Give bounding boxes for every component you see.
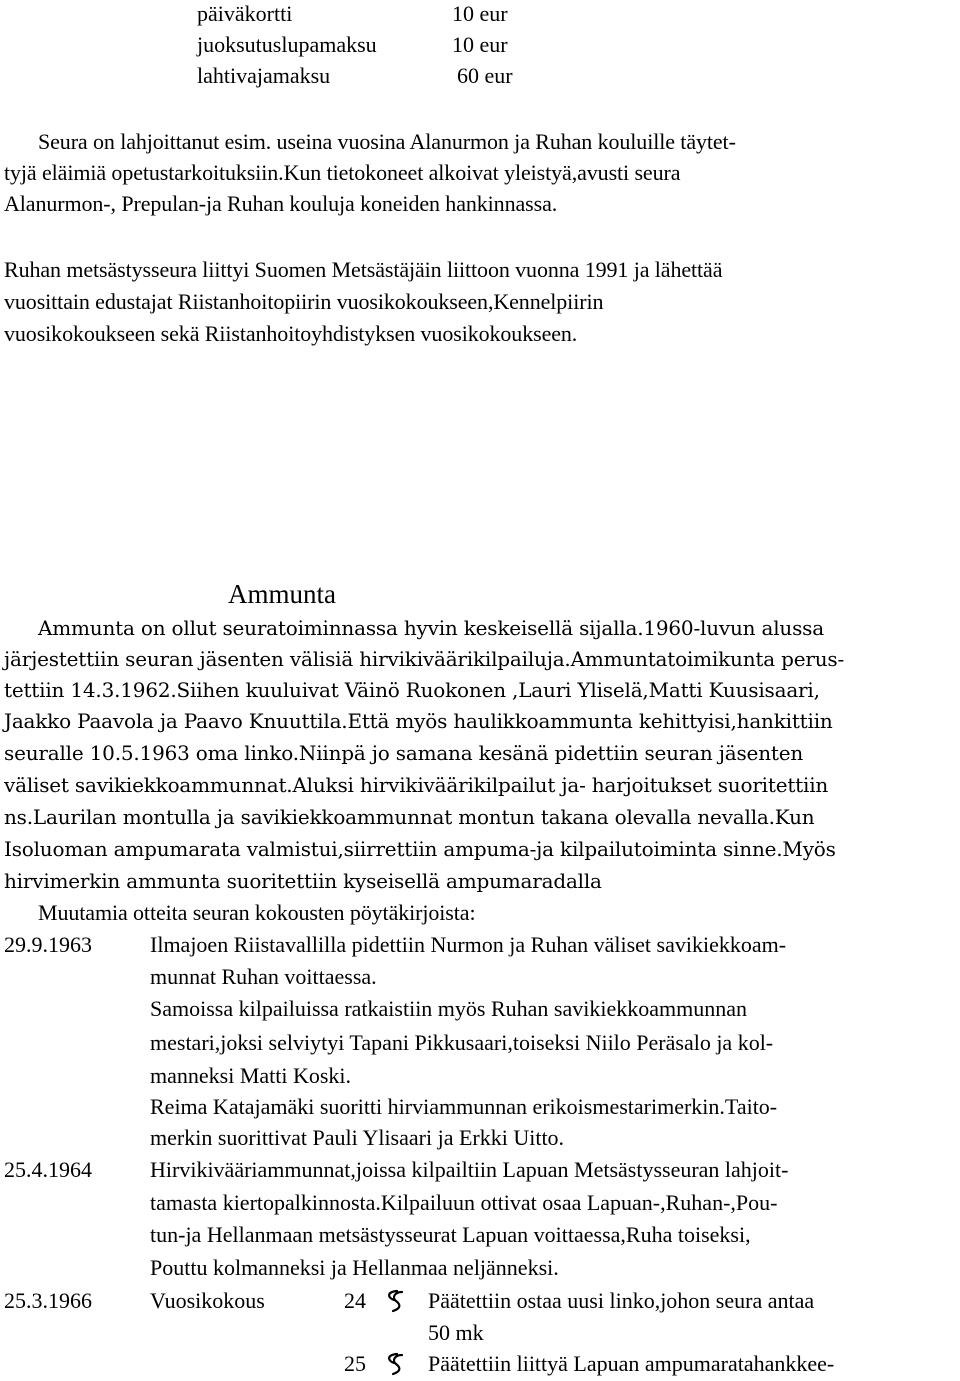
text-line: tyjä eläimiä opetustarkoituksiin.Kun tietokoneet alkoivat yleistyä,avusti seura (4, 160, 681, 185)
text-line: Ruhan metsästysseura liittyi Suomen Metsästäjäin liittoon vuonna 1991 ja lähettää (4, 257, 723, 282)
section-number: 24 (344, 1288, 366, 1313)
entry-date: 25.3.1966 (4, 1288, 92, 1313)
entry-line: Reima Katajamäki suoritti hirviammunnan erikoismestarimerkin.Taito- (150, 1094, 778, 1119)
section-mark-icon (380, 1351, 410, 1377)
text-line: vuosikokoukseen sekä Riistanhoitoyhdistyksen vuosikokoukseen. (4, 321, 578, 346)
text-line: vuosittain edustajat Riistanhoitopiirin vuosikokoukseen,Kennelpiirin (4, 289, 604, 314)
text-line: järjestettiin seuran jäsenten välisiä hirvikiväärikilpailuja.Ammuntatoimikunta perus- (4, 647, 845, 671)
entry-line: Päätettiin ostaa uusi linko,johon seura antaa (428, 1288, 815, 1313)
entry-date: 25.4.1964 (4, 1157, 92, 1182)
section-number: 25 (344, 1351, 366, 1376)
entry-date: 29.9.1963 (4, 932, 92, 957)
fee-name: päiväkortti (197, 1, 293, 26)
text-line: ns.Laurilan montulla ja savikiekkoammunnat montun takana olevalla nevalla.Kun (4, 805, 815, 829)
fee-amount: 10 eur (452, 32, 508, 57)
entry-line: tamasta kiertopalkinnosta.Kilpailuun ottivat osaa Lapuan-,Ruhan-,Pou- (150, 1190, 778, 1215)
entry-line: Hirvikivääriammunnat,joissa kilpailtiin Lapuan Metsästysseuran lahjoit- (150, 1157, 789, 1182)
entry-line: 50 mk (428, 1320, 484, 1345)
entry-line: manneksi Matti Koski. (150, 1063, 352, 1088)
fee-amount: 60 eur (457, 63, 513, 88)
text-line: hirvimerkin ammunta suoritettiin kyseisellä ampumaradalla (4, 869, 602, 893)
section-mark-icon (380, 1288, 410, 1314)
entry-line: tun-ja Hellanmaan metsästysseurat Lapuan voittaessa,Ruha toiseksi, (150, 1222, 751, 1247)
text-line: tettiin 14.3.1962.Siihen kuuluivat Väinö Ruokonen ,Lauri Yliselä,Matti Kuusisaari, (4, 678, 820, 702)
entry-line: Päätettiin liittyä Lapuan ampumaratahankkee- (428, 1351, 835, 1376)
fee-name: juoksutuslupamaksu (197, 32, 377, 57)
text-line: Alanurmon-, Prepulan-ja Ruhan kouluja koneiden hankinnassa. (4, 191, 558, 216)
text-line: Seura on lahjoittanut esim. useina vuosina Alanurmon ja Ruhan kouluille täytet- (38, 129, 736, 154)
entry-line: munnat Ruhan voittaessa. (150, 964, 377, 989)
text-line: väliset savikiekkoammunnat.Aluksi hirvikiväärikilpailut ja- harjoitukset suoritettiin (4, 773, 829, 797)
meeting-type: Vuosikokous (150, 1288, 265, 1313)
entry-line: merkin suorittivat Pauli Ylisaari ja Erkki Uitto. (150, 1125, 565, 1150)
entry-line: Pouttu kolmanneksi ja Hellanmaa neljänneksi. (150, 1255, 559, 1280)
fee-amount: 10 eur (452, 1, 508, 26)
section-heading: Ammunta (228, 579, 336, 609)
text-line: Jaakko Paavola ja Paavo Knuuttila.Että myös haulikkoammunta kehittyisi,hankittiin (4, 709, 833, 733)
text-line: Ammunta on ollut seuratoiminnassa hyvin keskeisellä sijalla.1960-luvun alussa (38, 616, 824, 640)
entry-line: Ilmajoen Riistavallilla pidettiin Nurmon ja Ruhan väliset savikiekkoam- (150, 932, 787, 957)
fee-name: lahtivajamaksu (197, 63, 331, 88)
text-line: seuralle 10.5.1963 oma linko.Niinpä jo samana kesänä pidettiin seuran jäsenten (4, 741, 804, 765)
excerpts-heading: Muutamia otteita seuran kokousten pöytäkirjoista: (38, 900, 476, 925)
entry-line: Samoissa kilpailuissa ratkaistiin myös Ruhan savikiekkoammunnan (150, 996, 747, 1021)
entry-line: mestari,joksi selviytyi Tapani Pikkusaari,toiseksi Niilo Peräsalo ja kol- (150, 1030, 774, 1055)
text-line: Isoluoman ampumarata valmistui,siirrettiin ampuma-ja kilpailutoiminta sinne.Myös (4, 837, 836, 861)
